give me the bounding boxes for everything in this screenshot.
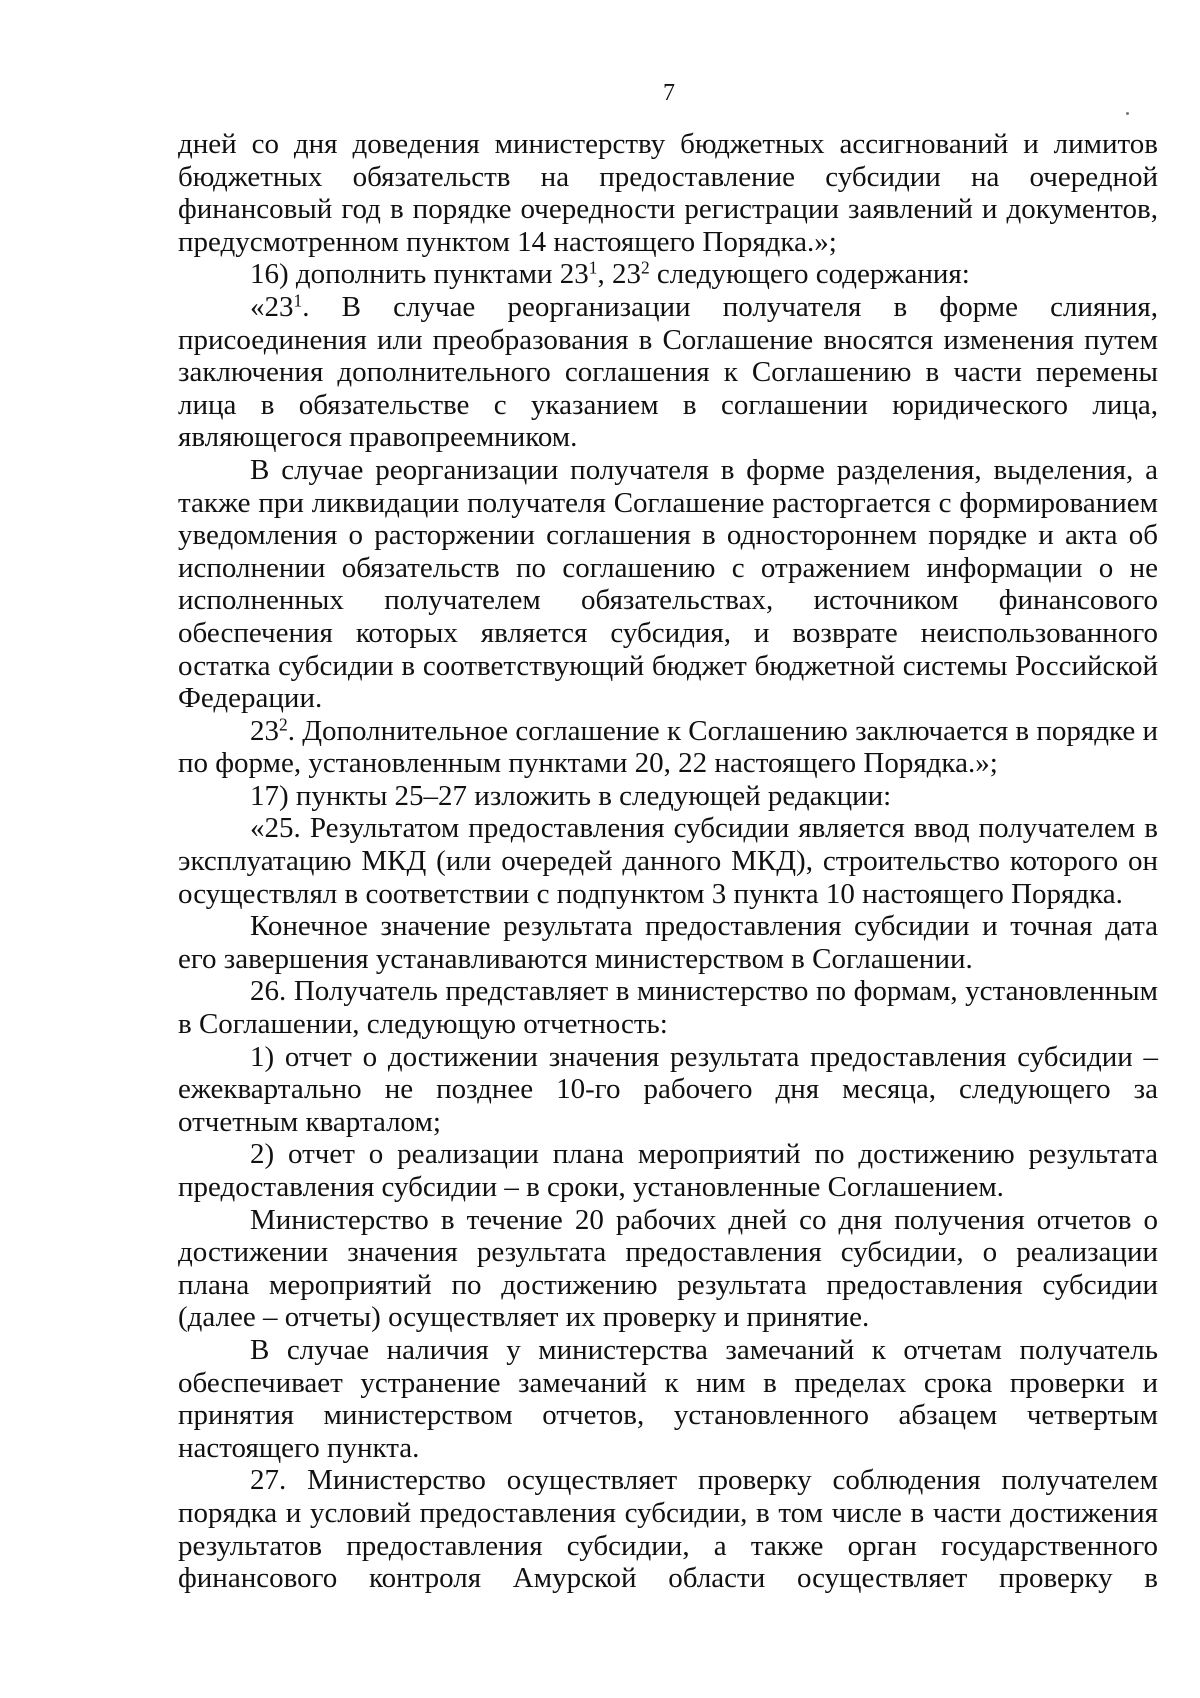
document-body: [178, 128, 1158, 1595]
paragraph-remarks: В случае наличия у министерства замечаний к отчетам получатель обеспечивает устранение замечаний к ним в пределах срока проверки и принятия министерством отчетов, установленного абзацем четвертым настоящего пункта.: [178, 1333, 1158, 1464]
paragraph-26: 26. Получатель представляет в министерство по формам, установленным в Соглашении, следующую отчетность:: [178, 975, 1158, 1041]
paragraph-report-1: 1) отчет о достижении значения результата предоставления субсидии – ежеквартально не позднее 10-го рабочего дня месяца, следующего за отчетным кварталом;: [178, 1040, 1158, 1138]
paragraph-25: «25. Результатом предоставления субсидии является ввод получателем в эксплуатацию МКД (или очередей данного МКД), строительство которого он осуществлял в соответствии с подпунктом 3 пункта 10 настоящего Порядка.: [178, 812, 1158, 910]
paragraph-continuation: дней со дня доведения министерству бюджетных ассигнований и лимитов бюджетных обязательств на предоставление субсидии на очередной финансовый год в порядке очередности регистрации заявлений и документов, предусмотренном пунктом 14 настоящего Порядка.»;: [178, 128, 1158, 258]
paragraph-ministry-review: Министерство в течение 20 рабочих дней со дня получения отчетов о достижении значения результата предоставления субсидии, о реализации плана мероприятий по достижению результата предоставления субсидии (далее – отчеты) осуществляет их проверку и принятие.: [178, 1203, 1158, 1334]
paragraph-27: 27. Министерство осуществляет проверку соблюдения получателем порядка и условий предоставления субсидии, в том числе в части достижения результатов предоставления субсидии, а также орган государственного финансового контроля Амурской области осуществляет проверку в: [178, 1464, 1158, 1595]
paragraph-final-value: Конечное значение результата предоставления субсидии и точная дата его завершения устанавливаются министерством в Соглашении.: [178, 910, 1158, 975]
paragraph-item-17: 17) пункты 25–27 изложить в следующей редакции:: [250, 779, 892, 812]
paragraph-item-16: 16) дополнить пунктами $23^1$, $23^2$ следующего содержания:: [250, 257, 970, 291]
page-number: 7: [663, 80, 675, 106]
paragraph-23-1: «$23^1$. В случае реорганизации получателя в форме слияния, присоединения или преобразования в Соглашение вносятся изменения путем заключения дополнительного соглашения к Соглашению в части перемены лица в обязательстве с указанием в соглашении юридического лица, являющегося правопреемником.: [178, 290, 1158, 454]
scan-speck: [1126, 112, 1129, 115]
paragraph-reorganization: В случае реорганизации получателя в форме разделения, выделения, а также при ликвидации получателя Соглашение расторгается с формированием уведомления о расторжении соглашения в одностороннем порядке и акта об исполнении обязательств по соглашению с отражением информации о не исполненных получателем обязательствах, источником финансового обеспечения которых является субсидия, и возврате неиспользованного остатка субсидии в соответствующий бюджет бюджетной системы Российской Федерации.: [178, 453, 1158, 715]
paragraph-23-2: $23^2$. Дополнительное соглашение к Соглашению заключается в порядке и по форме, установленным пунктами 20, 22 настоящего Порядка.»;: [178, 714, 1158, 780]
paragraph-report-2: 2) отчет о реализации плана мероприятий по достижению результата предоставления субсидии – в сроки, установленные Соглашением.: [178, 1138, 1158, 1203]
